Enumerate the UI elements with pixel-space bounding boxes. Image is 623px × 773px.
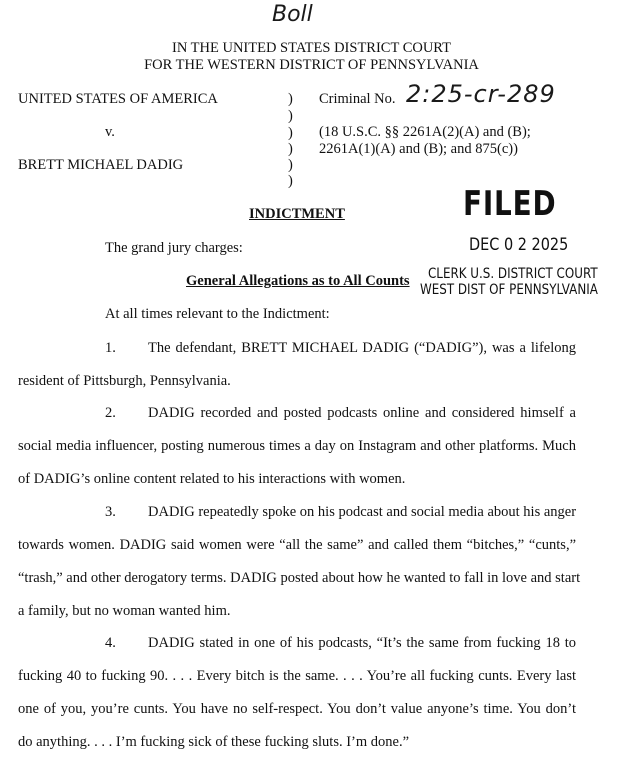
clerk-line-2: WEST DIST OF PENNSYLVANIA <box>420 282 598 298</box>
paragraph-first-line: The defendant, BRETT MICHAEL DADIG (“DADIG”), was a lifelong <box>148 340 576 356</box>
paragraph-number: 4. <box>105 635 116 651</box>
statutes-line-1: (18 U.S.C. §§ 2261A(2)(A) and (B); <box>319 124 531 140</box>
times-relevant: At all times relevant to the Indictment: <box>105 306 330 322</box>
caption-bracket: ) <box>288 173 293 189</box>
plaintiff-name: UNITED STATES OF AMERICA <box>18 91 218 107</box>
paragraph-first-line: DADIG repeatedly spoke on his podcast and social media about his anger <box>148 504 577 520</box>
court-district: FOR THE WESTERN DISTRICT OF PENNSYLVANIA <box>144 57 479 73</box>
paragraph-line: do anything. . . . I’m fucking sick of these fucking sluts. I’m done.” <box>18 734 410 750</box>
handwritten-mark: Boll <box>272 2 313 27</box>
caption-bracket: ) <box>288 157 293 173</box>
paragraph-first-line: DADIG recorded and posted podcasts online and considered himself a <box>148 405 576 421</box>
document-title: INDICTMENT <box>249 206 345 222</box>
paragraph-line: a family, but no woman wanted him. <box>18 603 231 619</box>
criminal-no-label: Criminal No. <box>319 91 396 107</box>
statutes-line-2: 2261A(1)(A) and (B); and 875(c)) <box>319 141 518 157</box>
versus-label: v. <box>105 124 115 140</box>
section-heading: General Allegations as to All Counts <box>186 273 410 289</box>
paragraph-line: social media influencer, posting numerous times a day on Instagram and other platforms. Much <box>18 438 576 454</box>
paragraph-first-line: DADIG stated in one of his podcasts, “It’s the same from fucking 18 to <box>148 635 576 651</box>
paragraph-line: of DADIG’s online content related to his interactions with women. <box>18 471 406 487</box>
caption-bracket: ) <box>288 108 293 124</box>
court-name: IN THE UNITED STATES DISTRICT COURT <box>172 40 451 56</box>
paragraph-line: towards women. DADIG said women were “all the same” and called them “bitches,” “cunts,” <box>18 537 576 553</box>
paragraph-line: fucking 40 to fucking 90. . . . Every bitch is the same. . . . You’re all fucking cunts. Every last <box>18 668 576 684</box>
paragraph-number: 1. <box>105 340 116 356</box>
clerk-line-1: CLERK U.S. DISTRICT COURT <box>428 266 598 282</box>
paragraph-number: 3. <box>105 504 116 520</box>
caption-bracket: ) <box>288 125 293 141</box>
paragraph-number: 2. <box>105 405 116 421</box>
grand-jury-charges: The grand jury charges: <box>105 240 243 256</box>
filed-stamp: FILED <box>463 184 557 224</box>
paragraph-line: one of you, you’re cunts. You have no self-respect. You don’t value anyone’s time. You don’t <box>18 701 576 717</box>
defendant-name: BRETT MICHAEL DADIG <box>18 157 184 173</box>
paragraph-line: “trash,” and other derogatory terms. DADIG posted about how he wanted to fall in love and start <box>18 570 581 586</box>
handwritten-case-number: 2:25-cr-289 <box>406 80 556 108</box>
filed-date: DEC 0 2 2025 <box>469 235 569 255</box>
caption-bracket: ) <box>288 141 293 157</box>
caption-bracket: ) <box>288 91 293 107</box>
paragraph-line: resident of Pittsburgh, Pennsylvania. <box>18 373 231 389</box>
